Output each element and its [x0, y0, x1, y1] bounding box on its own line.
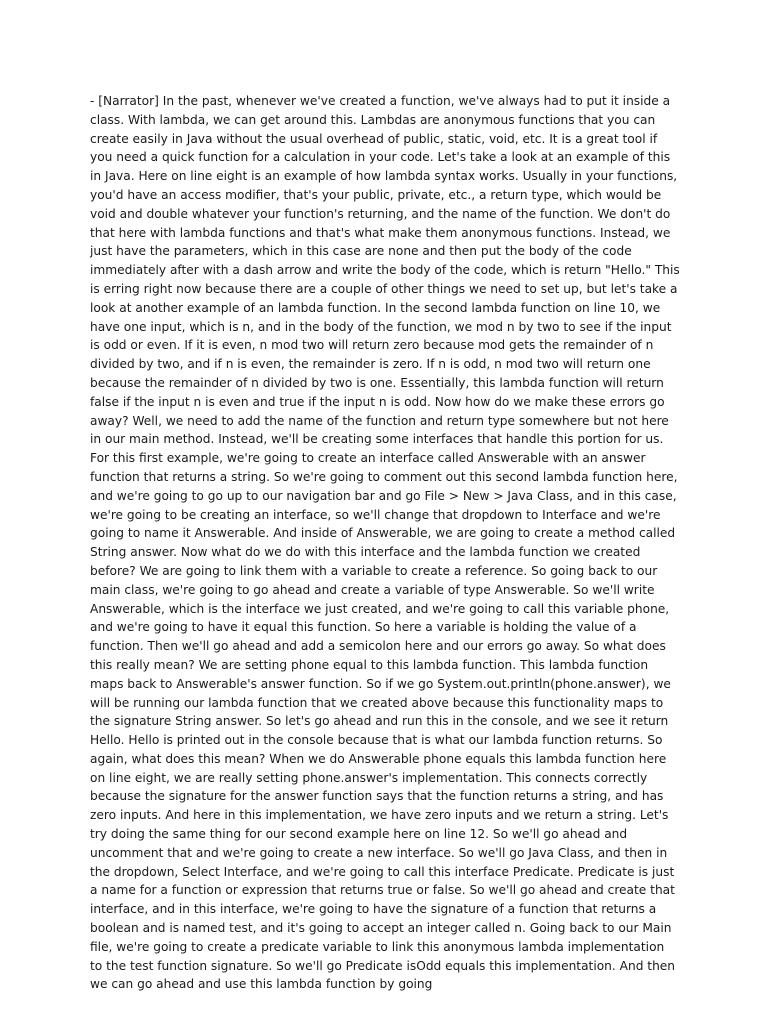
- transcript-paragraph: - [Narrator] In the past, whenever we've created a function, we've always had to put it inside a class. With lambda, we can get around this. Lambdas are anonymous functions that you can create easily in Java without the usual overhead of public, static, void, etc. It is a great tool if you need a quick function for a calculation in your code. Let's take a look at an example of this in Java. Here on line eight is an example of how lambda syntax works. Usually in your functions, you'd have an access modifier, that's your public, private, etc., a return type, which would be void and double whatever your function's returning, and the name of the function. We don't do that here with lambda functions and that's what make them anonymous functions. Instead, we just have the parameters, which in this case are none and then put the body of the code immediately after with a dash arrow and write the body of the code, which is return "Hello." This is erring right now because there are a couple of other things we need to set up, but let's take a look at another example of an lambda function. In the second lambda function on line 10, we have one input, which is n, and in the body of the function, we mod n by two to see if the input is odd or even. If it is even, n mod two will return zero because mod gets the remainder of n divided by two, and if n is even, the remainder is zero. If n is odd, n mod two will return one because the remainder of n divided by two is one. Essentially, this lambda function will return false if the input n is even and true if the input n is odd. Now how do we make these errors go away? Well, we need to add the name of the function and return type somewhere but not here in our main method. Instead, we'll be creating some interfaces that handle this portion for us. For this first example, we're going to create an interface called Answerable with an answer function that returns a string. So we're going to comment out this second lambda function here, and we're going to go up to our navigation bar and go File > New > Java Class, and in this case, we're going to be creating an interface, so we'll change that dropdown to Interface and we're going to name it Answerable. And inside of Answerable, we are going to create a method called String answer. Now what do we do with this interface and the lambda function we created before? We are going to link them with a variable to create a reference. So going back to our main class, we're going to go ahead and create a variable of type Answerable. So we'll write Answerable, which is the interface we just created, and we're going to call this variable phone, and we're going to have it equal this function. So here a variable is holding the value of a function. Then we'll go ahead and add a semicolon here and our errors go away. So what does this really mean? We are setting phone equal to this lambda function. This lambda function maps back to Answerable's answer function. So if we go System.out.println(phone.answer), we will be running our lambda function that we created above because this functionality maps to the signature String answer. So let's go ahead and run this in the console, and we see it return Hello. Hello is printed out in the console because that is what our lambda function returns. So again, what does this mean? When we do Answerable phone equals this lambda function here on line eight, we are really setting phone.answer's implementation. This connects correctly because the signature for the answer function says that the function returns a string, and has zero inputs. And here in this implementation, we have zero inputs and we return a string. Let's try doing the same thing for our second example here on line 12. So we'll go ahead and uncomment that and we're going to create a new interface. So we'll go Java Class, and then in the dropdown, Select Interface, and we're going to call this interface Predicate. Predicate is just a name for a function or expression that returns true or false. So we'll go ahead and create that interface, and in this interface, we're going to have the signature of a function that returns a boolean and is named test, and it's going to accept an integer called n. Going back to our Main file, we're going to create a predicate variable to link this anonymous lambda implementation to the test function signature. So we'll go Predicate isOdd equals this implementation. And then we can go ahead and use this lambda function by going: [90, 94, 680, 992]
